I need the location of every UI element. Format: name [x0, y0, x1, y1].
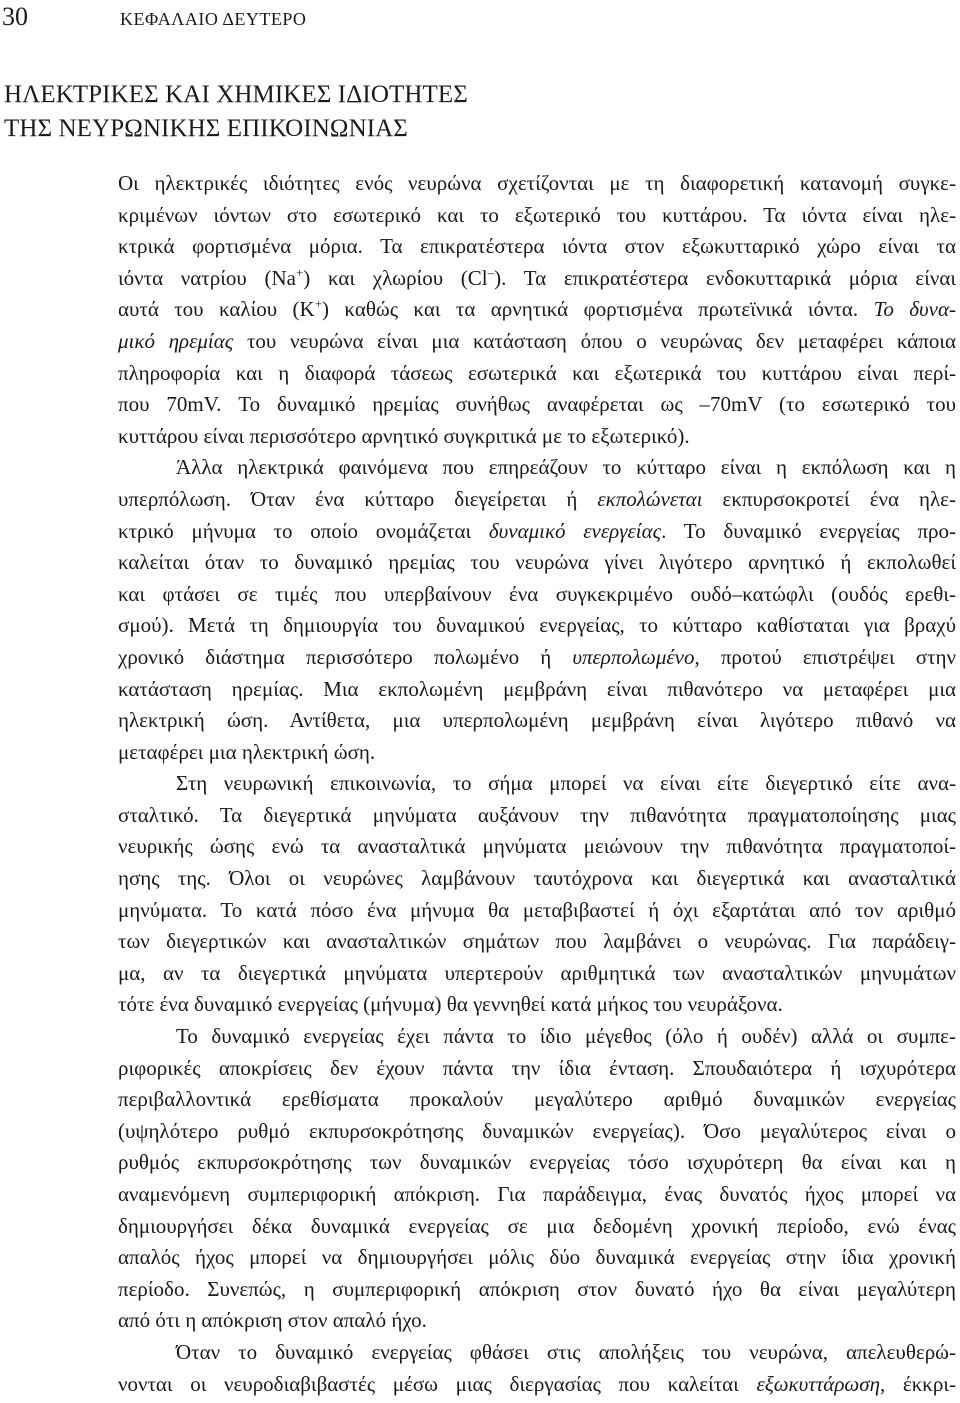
text-segment: εκπυρσοκροτεί ένα ηλε-: [702, 486, 956, 511]
text-segment: κυττάρου είναι περισσότερο αρνητικό συγκριτικά με το εξωτερικό).: [118, 423, 690, 448]
text-segment: κριμένων ιόντων στο εσωτερικό και το εξωτερικό του κυττάρου. Τα ιόντα είναι ηλε-: [118, 202, 956, 227]
superscript-charge: –: [487, 264, 495, 280]
text-segment: ) καθώς και τα αρνητικά φορτισμένα πρωτεϊνικά ιόντα.: [322, 297, 874, 322]
superscript-charge: +: [314, 296, 323, 312]
text-line: [118, 737, 956, 769]
text-segment: χρονικό διάστημα περισσότερο πολωμένο ή: [118, 644, 573, 669]
text-line: [118, 863, 956, 895]
text-line: [118, 1179, 956, 1211]
section-title-line: ΤΗΣ ΝΕΥΡΩΝΙΚΗΣ ΕΠΙΚΟΙΝΩΝΙΑΣ: [4, 115, 408, 142]
text-segment: του νευρώνα είναι μια κατάσταση όπου ο νευρώνας δεν μεταφέρει κάποια: [233, 328, 956, 353]
text-line: [118, 705, 956, 737]
text-segment: κτρικά φορτισμένα μόρια. Τα επικρατέστερα ιόντα στον εξωκυτταρικό χώρο είναι τα: [118, 234, 956, 259]
text-segment: των διεγερτικών και ανασταλτικών σημάτων που λαμβάνει ο νευρώνας. Για παράδειγ-: [118, 929, 956, 954]
text-segment: Όταν το δυναμικό ενεργείας φθάσει στις απολήξεις του νευρώνα, απελευθερώ-: [176, 1339, 956, 1364]
text-segment: κατάσταση ηρεμίας. Μια εκπολωμένη μεμβράνη είναι πιθανότερο να μεταφέρει μια: [118, 676, 956, 701]
section-title-line: ΗΛΕΚΤΡΙΚΕΣ ΚΑΙ ΧΗΜΙΚΕΣ ΙΔΙΟΤΗΤΕΣ: [4, 81, 468, 108]
text-segment: νευρικής ώσης ενώ τα ανασταλτικά μηνύματα μειώνουν την πιθανότητα πραγματοποί-: [118, 834, 956, 859]
text-segment: από ότι η απόκριση στον απαλό ήχο.: [118, 1308, 427, 1333]
text-line: [118, 831, 956, 863]
italic-term: μικό ηρεμίας: [118, 328, 234, 353]
text-segment: αναμενόμενη συμπεριφορική απόκριση. Για παράδειγμα, ένας δυνατός ήχος μπορεί να: [118, 1182, 956, 1206]
text-segment: τότε ένα δυναμικό ενεργείας (μήνυμα) θα γεννηθεί κατά μήκος του νευράξονα.: [118, 992, 783, 1017]
text-line: [118, 263, 956, 295]
text-segment: αυτά του καλίου (Κ: [118, 297, 315, 322]
superscript-charge: +: [295, 264, 304, 280]
text-line: [118, 1305, 956, 1337]
text-line: [118, 800, 956, 832]
text-segment: υπερπόλωση. Όταν ένα κύτταρο διεγείρεται ή: [118, 486, 598, 511]
text-segment: κτρικό μήνυμα το οποίο ονομάζεται: [118, 518, 489, 543]
body-text: [118, 168, 956, 1400]
text-line: [118, 768, 956, 800]
text-segment: Άλλα ηλεκτρικά φαινόμενα που επηρεάζουν το κύτταρο είναι η εκπόλωση και η: [176, 455, 956, 480]
text-segment: Οι ηλεκτρικές ιδιότητες ενός νευρώνα σχετίζονται με τη διαφορετική κατανομή συγκε-: [118, 171, 956, 195]
page-number: 30: [2, 2, 28, 31]
text-segment: δημιουργήσει δέκα δυναμικά ενεργείας σε μια δεδομένη χρονική περίοδο, ενώ ένας: [118, 1213, 956, 1238]
italic-term: εκπολώνεται: [597, 486, 703, 511]
text-line: [118, 326, 956, 358]
text-line: [118, 168, 956, 200]
italic-term: δυναμικό ενεργείας: [488, 518, 662, 543]
text-segment: μεταφέρει μια ηλεκτρική ώση.: [118, 739, 376, 764]
text-segment: περίοδο. Συνεπώς, η συμπεριφορική απόκριση στον δυνατό ήχο θα είναι μεγαλύτερη: [118, 1276, 956, 1301]
text-line: [118, 547, 956, 579]
text-segment: μηνύματα. Το κατά πόσο ένα μήνυμα θα μεταβιβαστεί ή όχι εξαρτάται από τον αριθμό: [118, 897, 956, 922]
text-segment: , έκκρι-: [880, 1371, 957, 1396]
text-line: [118, 895, 956, 927]
text-segment: ιόντα νατρίου (Na: [118, 265, 296, 290]
text-line: [118, 579, 956, 611]
text-segment: Το δυναμικό ενεργείας έχει πάντα το ίδιο μέγεθος (όλο ή ουδέν) αλλά οι συμπε-: [176, 1024, 956, 1049]
text-segment: που 70mV. Το δυναμικό ηρεμίας συνήθως αναφέρεται ως –70mV (το εσωτερικό του: [118, 392, 956, 417]
text-line: [118, 358, 956, 390]
text-segment: και φτάσει σε τιμές που υπερβαίνουν ένα συγκεκριμένο ουδό–κατώφλι (ουδός ερεθι-: [118, 581, 956, 606]
text-line: [118, 389, 956, 421]
text-line: [118, 452, 956, 484]
text-segment: ριφορικές αποκρίσεις δεν έχουν πάντα την ίδια ένταση. Σπουδαιότερα ή ισχυρότερα: [118, 1055, 956, 1080]
text-segment: ρυθμός εκπυρσοκρότησης των δυναμικών ενεργείας τόσο ισχυρότερη θα είναι και η: [118, 1150, 956, 1175]
text-segment: (υψηλότερο ρυθμό εκπυρσοκρότησης δυναμικών ενεργείας). Όσο μεγαλύτερος είναι ο: [118, 1118, 956, 1143]
text-line: [118, 421, 956, 453]
text-line: [118, 610, 956, 642]
text-segment: σταλτικό. Τα διεγερτικά μηνύματα αυξάνουν την πιθανότητα πραγματοποίησης μιας: [118, 802, 956, 827]
text-line: [118, 231, 956, 263]
text-line: [118, 1337, 956, 1369]
text-line: [118, 926, 956, 958]
chapter-label: ΚΕΦΑΛΑΙΟ ΔΕΥΤΕΡΟ: [120, 9, 307, 29]
text-line: [118, 1211, 956, 1243]
text-line: [118, 1369, 956, 1401]
text-line: [118, 484, 956, 516]
text-line: [118, 1116, 956, 1148]
running-head: [2, 2, 306, 34]
text-segment: απαλός ήχος μπορεί να δημιουργήσει μόλις δύο δυναμικά ενεργείας στην ίδια χρονική: [118, 1245, 956, 1270]
text-segment: ηλεκτρική ώση. Αντίθετα, μια υπερπολωμένη μεμβράνη είναι λιγότερο πιθανό να: [118, 708, 956, 733]
text-line: [118, 1242, 956, 1274]
text-segment: περιβαλλοντικά ερεθίσματα προκαλούν μεγαλύτερο αριθμό δυναμικών ενεργείας: [118, 1087, 956, 1112]
text-line: [118, 200, 956, 232]
text-segment: ) και χλωρίου (Cl: [303, 265, 488, 290]
text-segment: , προτού επιστρέψει στην: [694, 644, 956, 669]
italic-term: Το δυνα-: [873, 297, 956, 322]
text-line: [118, 294, 956, 326]
text-line: [118, 516, 956, 548]
text-line: [118, 1274, 956, 1306]
text-line: [118, 1147, 956, 1179]
text-segment: πληροφορία και η διαφορά τάσεως εσωτερικά και εξωτερικά του κυττάρου είναι περί-: [118, 360, 956, 385]
text-segment: ). Τα επικρατέστερα ενδοκυτταρικά μόρια είναι: [494, 265, 957, 290]
section-title: [4, 78, 468, 146]
text-line: [118, 642, 956, 674]
text-segment: μα, αν τα διεγερτικά μηνύματα υπερτερούν αριθμητικά των ανασταλτικών μηνυμάτων: [118, 960, 956, 985]
text-segment: Στη νευρωνική επικοινωνία, το σήμα μπορεί να είναι είτε διεγερτικό είτε ανα-: [176, 771, 956, 796]
text-line: [118, 674, 956, 706]
text-segment: νονται οι νευροδιαβιβαστές μέσω μιας διεργασίας που καλείται: [118, 1371, 757, 1396]
text-line: [118, 958, 956, 990]
text-line: [118, 1021, 956, 1053]
text-segment: σμού). Μετά τη δημιουργία του δυναμικού ενεργείας, το κύτταρο καθίσταται για βραχύ: [118, 613, 956, 638]
text-segment: καλείται όταν το δυναμικό ηρεμίας του νευρώνα γίνει λιγότερο αρνητικό ή εκπολωθεί: [118, 550, 956, 575]
text-line: [118, 1084, 956, 1116]
text-segment: . Το δυναμικό ενεργείας προ-: [661, 518, 957, 543]
italic-term: εξωκυττάρωση: [756, 1371, 881, 1396]
text-segment: ησης της. Όλοι οι νευρώνες λαμβάνουν ταυτόχρονα και διεγερτικά και ανασταλτικά: [118, 866, 956, 891]
text-line: [118, 989, 956, 1021]
italic-term: υπερπολωμένο: [572, 644, 695, 669]
text-line: [118, 1053, 956, 1085]
